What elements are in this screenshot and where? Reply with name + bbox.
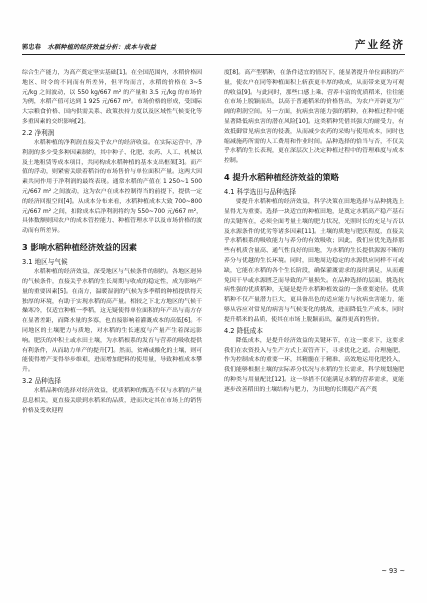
subsection-heading: 2.2 净利润 <box>22 128 55 137</box>
header-author: 郭忠春 <box>22 44 42 51</box>
subsection-heading: 3.2 品种选择 <box>22 376 61 385</box>
body-paragraph: 水稻品种的选择对经济效益，优质稻种的甄选不仅与水稻的产量息息相关，更直接关联到水稻米的品质，进而决定其在市场上的销售价格及受欢迎程 <box>22 388 202 414</box>
section-heading: 4 提升水稻种植经济效益的策略 <box>224 171 339 182</box>
left-text-column <box>22 69 202 563</box>
page-number: ~ 93 ~ <box>381 567 405 575</box>
header-article-info <box>22 42 156 54</box>
header-section-label: 产业经济 <box>355 39 405 51</box>
section-heading: 3 影响水稻种植经济效益的因素 <box>22 241 137 252</box>
running-header <box>22 30 405 55</box>
body-paragraph: 水稻种植的经济效益，深受地区与气候条件的制约。各地区迥异的气候条件，直接关乎水稻的生长周期与收成的稳定性，成为影响产量的重要因素[5]。在南方，温暖湿润的气候为多季稻的种植提供得天独厚的环境，有助于实现水稻的高产量。相较之下北方地区的气候干燥寒冷，仅适宜种植一季稻，这无疑使得单位面积的年产出与南方存在显著差距，而降水量的多寡，也直接影响着灌溉成本的高低[6]。不同地区的土壤肥力与质地，对水稻的生长速度与产量产生着深远影响。肥沃的冲积土或水田土壤，为水稻根系的发育与营养的吸收提供有利条件，从而助力单产的提升[7]。然而，贫瘠或酸化的土壤，则可能使得增产变得举步维艰，进而增加肥料的使用量，导致种植成本攀升。 <box>22 269 202 374</box>
subsection-heading: 4.2 降低成本 <box>224 326 263 335</box>
subsection-heading: 4.1 科学选田与品种选择 <box>224 187 296 196</box>
body-paragraph: 度[8]。高产型稻种，在条件适宜的情况下，能显著提升单位面积的产量，使农户在同等种植面积上斩获更丰厚的收成，从而带来更为可观的收益[9]。与此同时，那些口感上乘、营养丰富的优质稻米，往往能在市场上脱颖而出，以高于普通稻米的价格售出，为农户开辟更为广阔的利润空间。另一方面，抗病虫害能力强的稻种，在种植过程中能显著降低病虫害的潜在风险[10]。这类稻种凭借其强大的耐受力，有效抵御常见病虫害的侵袭，从而减少农药的采购与使用成本，同时也缩减施药所需的人工费用和作业时间。品种选择的恰当与否，不仅关乎水稻的生长表现，更在深层次上决定种植过程中的管理难度与成本控制。 <box>224 70 404 165</box>
right-text-column <box>224 69 404 563</box>
body-paragraph: 要提升水稻种植的经济效益，科学决策在田地选择与品种挑选上显得尤为重要。选择一块适宜的种植田地，是奠定水稻高产稳产基石的关键所在，必须全面考量土壤的肥力状况，光照时长的充足与否以及水源条件的优劣等诸多因素[11]。土壤的质地与肥沃程度，直接关乎水稻根系的吸收能力与养分的有效吸收；因此，我们应优先选择那些有机质含量高、通气性良好的田地，为水稻的生长提供源源不断的养分与优越的生长环境。同时，田地周边稳定的水源供应同样不可或缺，它能在水稻的各个生长阶段，确保灌溉需求的及时满足，从而避免因干旱或水源匮乏而导致的产量损失。在品种选择的层面，挑选抗病性强的优质稻种，无疑是提升水稻种植效益的一条重要途径。优质稻种不仅产量潜力巨大，更具备出色的适应能力与抗病虫害能力，能够从容应对常见的病害与气候变化的挑战，进而降低生产成本，同时提升稻米的品质，使其在市场上脱颖而出，赢得更高的售价。 <box>224 199 404 323</box>
body-paragraph: 降低成本，是提升经济效益的关键环节，在这一要求下，这要求我们在农资投入与生产方式上双管齐下，寻求优化之道。合理施肥，作为控制成本的重要一环，其精髓在于精准、高效地运用化肥投入，我们能够根据土壤的实际养分状况与水稻的生长需求，科学规划施肥的种类与用量配比[12]。这一举措不仅能满足水稻的营养需求，更能逐步改善稻田的土壤结构与肥力，为田地的长期稳产高产奠 <box>224 337 404 393</box>
body-paragraph: 综合生产能力，为高产奠定坚实基础[1]。在全国范围内，水稻价格因地区、时令的不同而有所差异，但平均而言，水稻的价格在 3~5 元/kg 之间波动，以 550 kg/667 m² 的产量和 3.5 元/kg 的市场价为例，水稻产值可达到 1 925 元/667 m²。市场价格的形成，受国际大宗粮食价格、国内供需关系、政策扶持力度以及区域性气候变化等多重因素的交织影响[2]。 <box>22 70 202 125</box>
header-article-title: 水稻种植的经济效益分析：成本与收益 <box>47 44 157 51</box>
body-paragraph: 水稻种植的净利润直接关乎农户的经济收益。在实际运营中，净利润的多少受多种因素制约，其中种子、化肥、农药、人工、机械以及土地租赁等成本项目，共同构成水稻种植的基本支出框架[3]。而产值的浮动，则紧密关联着稻谷的市场售价与单位面积产量。这两大因素共同作用于净利润的最终表现。通常水稻的产值在 1 250~1 500 元/667 m² 之间波动，这为农户在成本控制得当的前提下，提供一定的经济回报空间[4]。从成本分布来看，水稻种植成本大致 700~800 元/667 m² 之间，扣除成本后净利润将约为 550~700 元/667 m²，具体数额则因农户的成本管控能力、种植管理水平以及市场价格的波动而有所差异。 <box>22 139 202 235</box>
subsection-heading: 3.1 地区与气候 <box>22 257 68 266</box>
